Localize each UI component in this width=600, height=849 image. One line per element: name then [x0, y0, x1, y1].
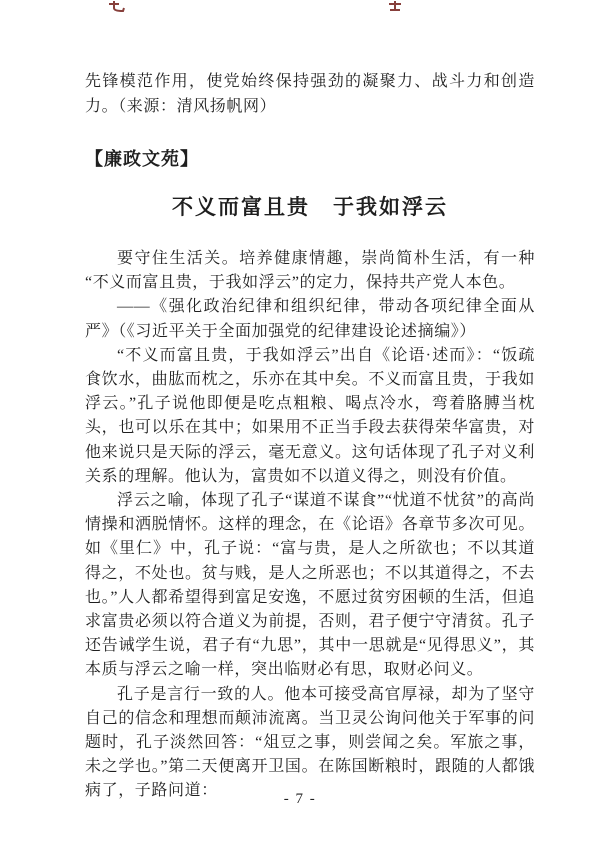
article-paragraph-1: 要守住生活关。培养健康情趣，崇尚简朴生活，有一种“不义而富且贵，于我如浮云”的定力，保持共产党人本色。 — [85, 250, 535, 292]
article-body — [85, 247, 535, 804]
article-paragraph-3: “不义而富且贵，于我如浮云”出自《论语·述而》：“饭疏食饮水，曲肱而枕之，乐亦在其中矣。不义而富且贵，于我如浮云。”孔子说他即便是吃点粗粮、喝点冷水，弯着胳膊当枕头，也可以乐在其中；如果用不正当手段去获得荣华富贵，对他来说只是天际的浮云，毫无意义。这句话体现了孔子对义利关系的理解。他认为，富贵如不以道义得之，则没有价值。 — [85, 346, 535, 485]
page-content — [85, 0, 535, 804]
page-number: - 7 - — [283, 791, 317, 807]
article-title: 不义而富且贵 于我如浮云 — [172, 195, 448, 219]
article-paragraph-2: ——《强化政治纪律和组织纪律，带动各项纪律全面从严》（《习近平关于全面加强党的纪律建设论述摘编》） — [85, 298, 535, 340]
article-paragraph-4: 浮云之喻，体现了孔子“谋道不谋食”“忧道不忧贫”的高尚情操和洒脱情怀。这样的理念，在《论语》各章节多次可见。如《里仁》中，孔子说：“富与贵，是人之所欲也；不以其道得之，不处也。贫与贱，是人之所恶也；不以其道得之，不去也。”人人都希望得到富足安逸，不愿过贫穷困顿的生活，但追求富贵必须以符合道义为前提，否则，君子便宁守清贫。孔子还告诫学生说，君子有“九思”，其中一思就是“见得思义”，其本质与浮云之喻一样，突出临财必有思，取财必问义。 — [85, 492, 535, 679]
section-header-lianzheng-wenyuan: 【廉政文苑】 — [85, 149, 199, 169]
continuation-paragraph: 先锋模范作用，使党始终保持强劲的凝聚力、战斗力和创造力。（来源：清风扬帆网） — [85, 73, 535, 115]
article-paragraph-5: 孔子是言行一致的人。他本可接受高官厚禄，却为了坚守自己的信念和理想而颠沛流离。当卫灵公询问他关于军事的问题时，孔子淡然回答：“俎豆之事，则尝闻之矣。军旅之事，未之学也。”第二天便离开卫国。在陈国断粮时，跟随的人都饿病了，子路问道： — [85, 685, 535, 800]
